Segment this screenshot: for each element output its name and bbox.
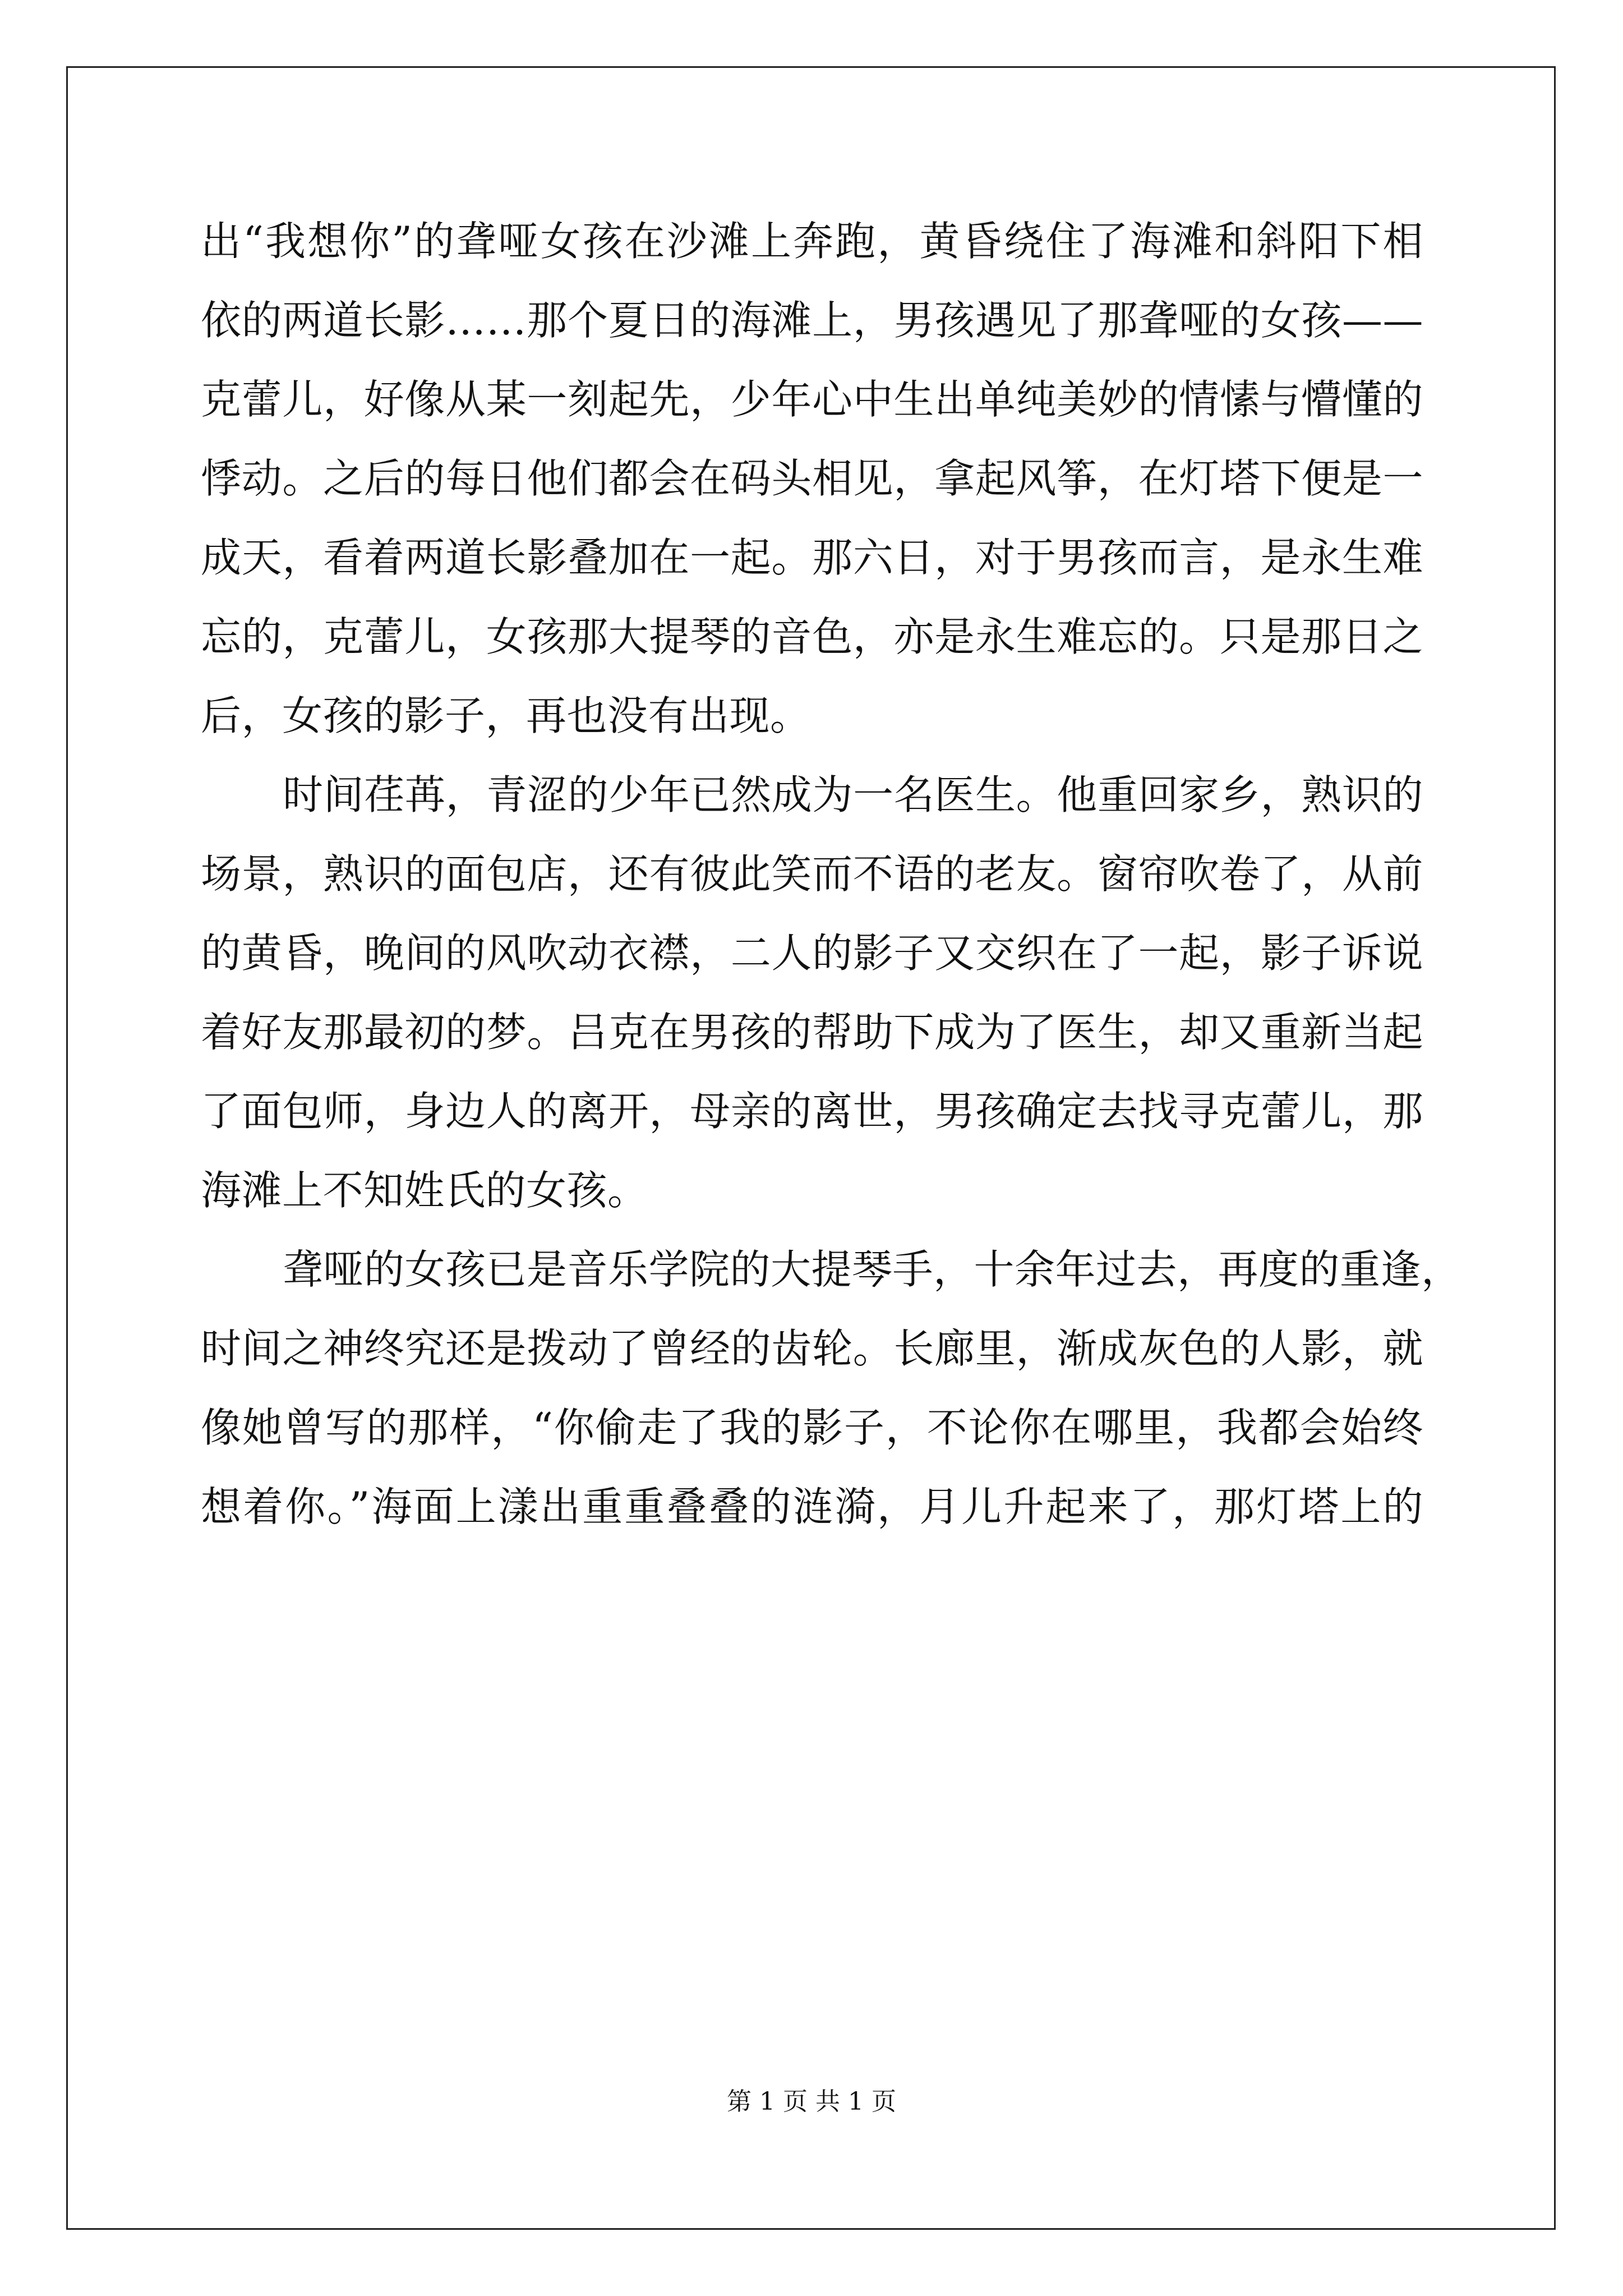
text-line: 后，女孩的影子，再也没有出现。: [201, 692, 811, 739]
text-line: 着好友那最初的梦。吕克在男孩的帮助下成为了医生，却又重新当起: [201, 1009, 1423, 1056]
text-line: 克蕾儿，好像从某一刻起先，少年心中生出单纯美妙的情愫与懵懂的: [201, 376, 1423, 423]
text-line: 海滩上不知姓氏的女孩。: [201, 1167, 648, 1214]
text-line: 时间荏苒，青涩的少年已然成为一名医生。他重回家乡，熟识的: [283, 771, 1423, 818]
text-line: 依的两道长影……那个夏日的海滩上，男孩遇见了那聋哑的女孩——: [201, 297, 1423, 344]
text-line: 悸动。之后的每日他们都会在码头相见，拿起风筝，在灯塔下便是一: [201, 455, 1423, 502]
text-line: 想着你。”海面上漾出重重叠叠的涟漪，月儿升起来了，那灯塔上的: [201, 1483, 1423, 1530]
text-line: 时间之神终究还是拨动了曾经的齿轮。长廊里，渐成灰色的人影，就: [201, 1325, 1423, 1372]
body-text: [201, 202, 1462, 1547]
text-line: 出“我想你”的聋哑女孩在沙滩上奔跑，黄昏绕住了海滩和斜阳下相: [201, 218, 1423, 265]
text-line: 的黄昏，晚间的风吹动衣襟，二人的影子又交织在了一起，影子诉说: [201, 930, 1423, 977]
text-line: 了面包师，身边人的离开，母亲的离世，男孩确定去找寻克蕾儿，那: [201, 1088, 1423, 1135]
page-footer: 第 1 页 共 1 页: [727, 2087, 896, 2116]
text-line: 像她曾写的那样，“你偷走了我的影子，不论你在哪里，我都会始终: [201, 1404, 1423, 1451]
text-line: 聋哑的女孩已是音乐学院的大提琴手，十余年过去，再度的重逢，: [283, 1246, 1462, 1293]
text-line: 成天，看着两道长影叠加在一起。那六日，对于男孩而言，是永生难: [201, 534, 1423, 581]
text-line: 忘的，克蕾儿，女孩那大提琴的音色，亦是永生难忘的。只是那日之: [201, 613, 1423, 660]
text-line: 场景，熟识的面包店，还有彼此笑而不语的老友。窗帘吹卷了，从前: [201, 850, 1423, 898]
